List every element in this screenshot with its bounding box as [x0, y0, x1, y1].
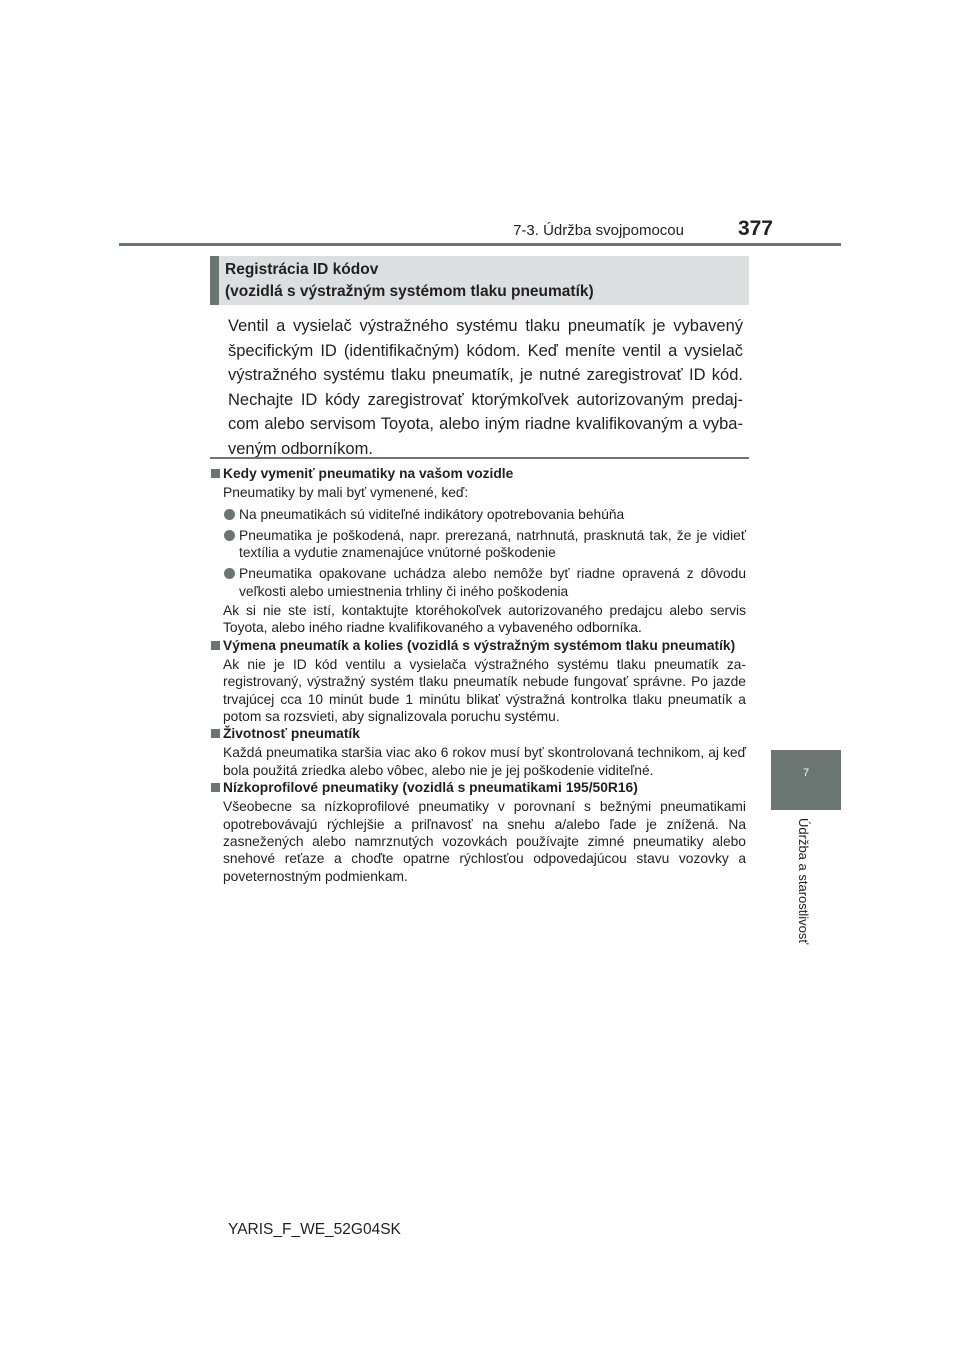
square-bullet-icon [211, 641, 220, 650]
section-heading-line2: (vozidlá s výstražným systémom tlaku pneumatík) [225, 283, 594, 300]
notes-section [210, 465, 746, 885]
note-text: Pneumatiky by mali byť vymenené, keď: [223, 485, 469, 501]
note-tire-wheel-replacement [210, 637, 746, 725]
circle-bullet-icon [224, 568, 235, 579]
list-item: Pneumatika je poškodená, napr. prerezaná, natrhnutá, prasknutá tak, že je vidieť textília a vydutie znamenajúce vnútorné poškodenie [210, 527, 746, 562]
section-divider [210, 457, 749, 459]
note-text: Ak nie je ID kód ventilu a vysielača výstražného systému tlaku pneumatík zaregistrovaný, výstražný systém tlaku pneumatík nebude fungovať správne. Po jazde trvajúcej cca 10 minút bude 1 minútu blikať výstražná kontrolka tlaku pneumatík a potom sa rozsvieti, aby signalizovala poruchu systému. [223, 656, 746, 724]
section-heading-line1: Registrácia ID kódov [225, 261, 379, 278]
page-number: 377 [737, 217, 773, 240]
note-heading: Nízkoprofilové pneumatiky (vozidlá s pneumatikami 195/50R16) [210, 779, 746, 796]
note-text: Každá pneumatika staršia viac ako 6 rokov musí byť skontrolovaná technikom, aj keď bola použitá zriedka alebo vôbec, alebo nie je jej poškodenie viditeľné. [223, 745, 746, 778]
intro-paragraph: Ventil a vysielač výstražného systému tlaku pneumatík je vybavený špecifickým ID (identifikačným) kódom. Keď meníte ventil a vysielač výstražného systému tlaku pneumatík, je nutné zaregistrovať ID kód. Nechajte ID kódy zaregistrovať ktorýmkoľvek autorizovaným predajcom alebo servisom Toyota, alebo iným riadne kvalifikovaným a vybaveným odborníkom. [228, 317, 743, 458]
note-heading: Životnosť pneumatík [210, 725, 746, 742]
section-heading-box [210, 256, 749, 305]
document-code: YARIS_F_WE_52G04SK [228, 1221, 401, 1238]
chapter-number: 7 [802, 767, 810, 779]
circle-bullet-icon [224, 509, 235, 520]
running-header-title: 7-3. Údržba svojpomocou [513, 222, 684, 239]
header-rule [119, 243, 841, 246]
note-text-after: Ak si nie ste istí, kontaktujte ktoréhokoľvek autorizovaného predajcu alebo servis Toyota, alebo iného riadne kvalifikovaného a vybaveného odborníka. [223, 603, 746, 636]
circle-bullet-icon [224, 530, 235, 541]
list-item: Pneumatika opakovane uchádza alebo nemôže byť riadne opravená z dôvodu veľkosti alebo umiestnenia trhliny či iného poškodenia [210, 565, 746, 600]
note-heading: Kedy vymeniť pneumatiky na vašom vozidle [210, 465, 746, 482]
note-text: Všeobecne sa nízkoprofilové pneumatiky v porovnaní s bežnými pneumatikami opotrebovávajú rýchlejšie a priľnavosť na snehu a/alebo ľade je znížená. Na zasnežených alebo namrznutých vozovkách používajte zimné pneumatiky alebo snehové reťaze a choďte opatrne rýchlosťou odpovedajúcou stavu vozovky a poveternostným podmienkam. [223, 799, 746, 884]
chapter-title-vertical: Údržba a starostlivosť [796, 818, 811, 945]
note-heading: Výmena pneumatík a kolies (vozidlá s výstražným systémom tlaku pneumatík) [210, 637, 746, 654]
note-when-to-replace [210, 465, 746, 637]
square-bullet-icon [211, 469, 220, 478]
square-bullet-icon [211, 729, 220, 738]
note-low-profile-tires [210, 779, 746, 885]
list-item: Na pneumatikách sú viditeľné indikátory opotrebovania behúňa [210, 506, 746, 523]
chapter-tab [771, 750, 841, 810]
note-tire-life [210, 725, 746, 779]
square-bullet-icon [211, 783, 220, 792]
